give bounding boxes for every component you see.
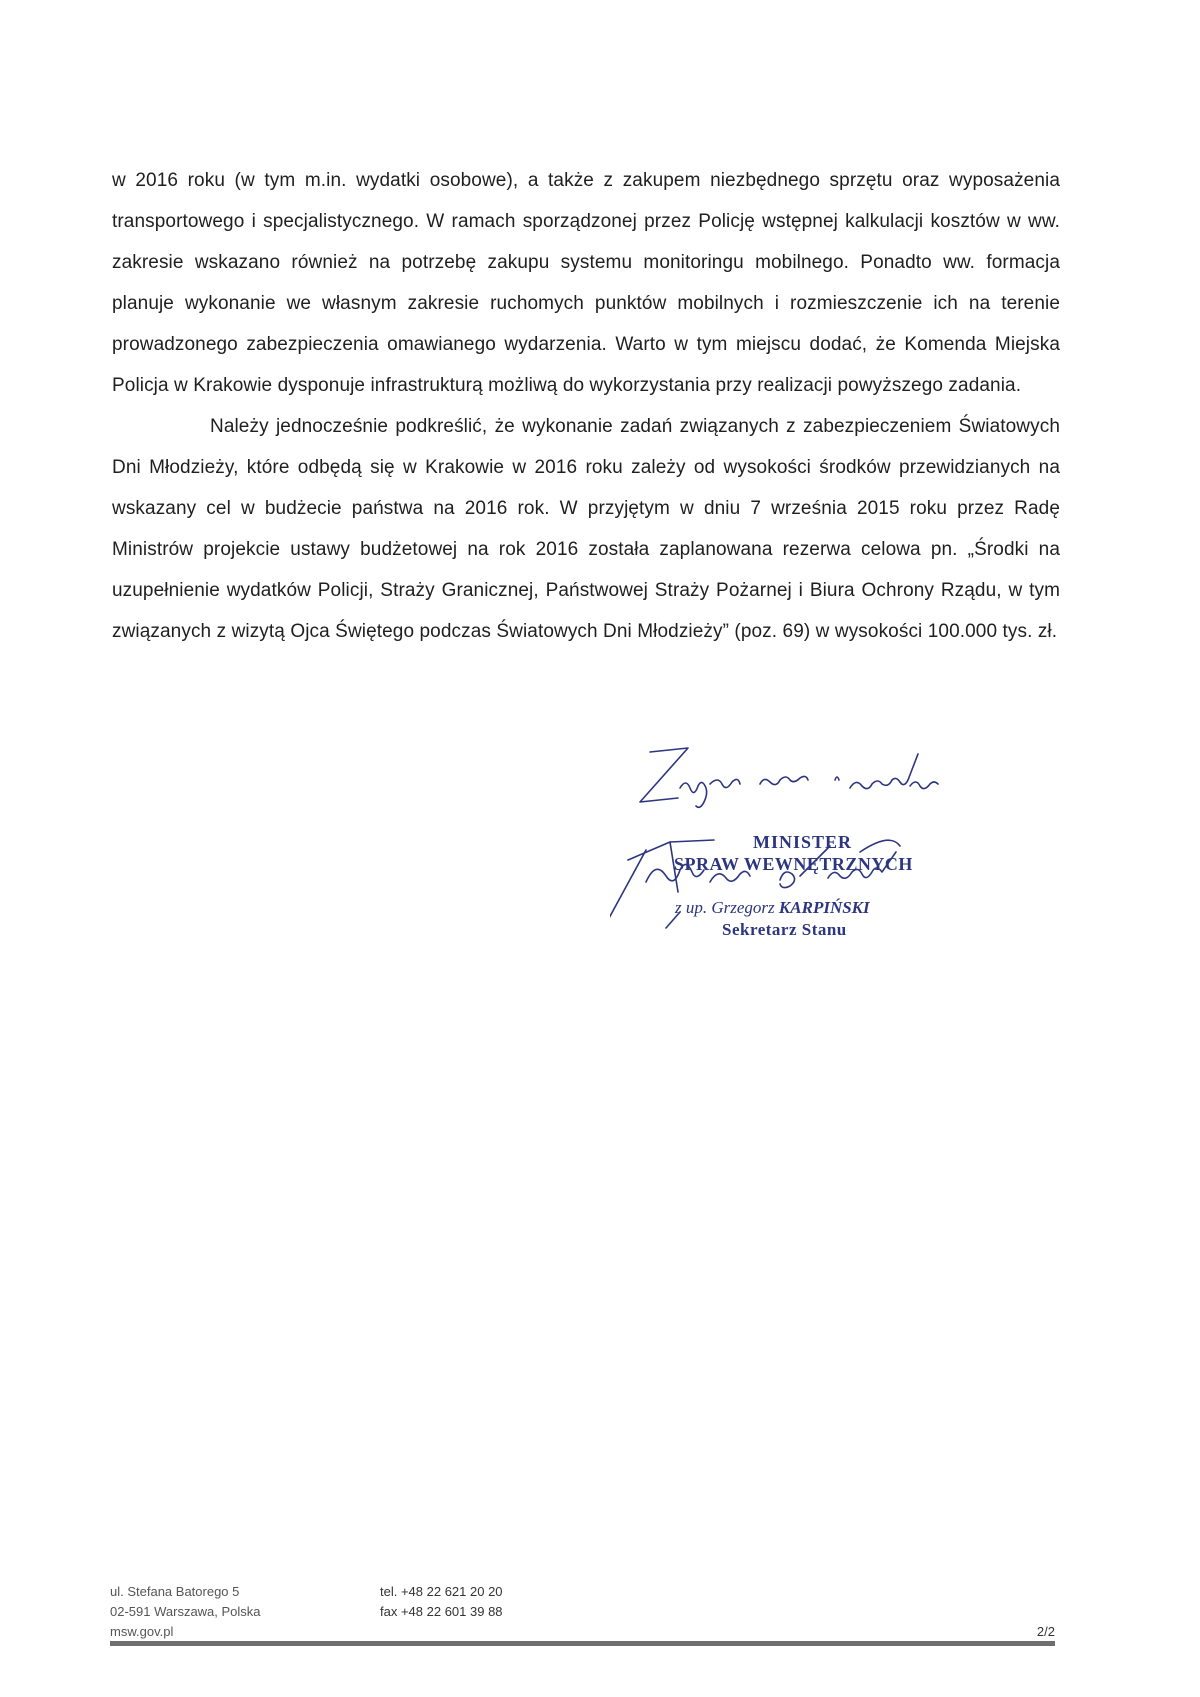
page-number: 2/2	[1036, 1624, 1055, 1639]
stamp-position: Sekretarz Stanu	[722, 920, 847, 939]
footer-contact	[380, 1582, 503, 1622]
stamp-ministry: SPRAW WEWNĘTRZNYCH	[674, 854, 913, 874]
paragraph-continuation: w 2016 roku (w tym m.in. wydatki osobowe), a także z zakupem niezbędnego sprzętu oraz wyposażenia transportowego i specjalistycznego. W ramach sporządzonej przez Policję wstępnej kalkulacji kosztów w ww. zakresie wskazano również na potrzebę zakupu systemu monitoringu mobilnego. Ponadto ww. formacja planuje wykonanie we własnym zakresie ruchomych punktów mobilnych i rozmieszczenie ich na terenie prowadzonego zabezpieczenia omawianego wydarzenia. Warto w tym miejscu dodać, że Komenda Miejska Policja w Krakowie dysponuje infrastrukturą możliwą do wykorzystania przy realizacji powyższego zadania.	[112, 170, 1060, 396]
paragraph-budget: Należy jednocześnie podkreślić, że wykonanie zadań związanych z zabezpieczeniem Światowych Dni Młodzieży, które odbędą się w Krakowie w 2016 roku zależy od wysokości środków przewidzianych na wskazany cel w budżecie państwa na 2016 rok. W przyjętym w dniu 7 września 2015 roku przez Radę Ministrów projekcie ustawy budżetowej na rok 2016 została zaplanowana rezerwa celowa pn. „Środki na uzupełnienie wydatków Policji, Straży Granicznej, Państwowej Straży Pożarnej i Biura Ochrony Rządu, w tym związanych z wizytą Ojca Świętego podczas Światowych Dni Młodzieży” (poz. 69) w wysokości 100.000 tys. zł.	[112, 416, 1060, 642]
footer-fax: fax +48 22 601 39 88	[380, 1604, 503, 1619]
footer-street: ul. Stefana Batorego 5	[110, 1584, 240, 1599]
footer-website: msw.gov.pl	[110, 1624, 174, 1639]
letter-body	[112, 160, 1060, 652]
handwritten-closing-signature	[610, 740, 1010, 830]
footer-address	[110, 1582, 261, 1642]
minister-stamp	[610, 832, 990, 942]
stamp-up-prefix: z up.	[675, 898, 708, 917]
stamp-surname: KARPIŃSKI	[778, 898, 870, 917]
stamp-title: MINISTER	[753, 832, 853, 852]
stamp-first-name: Grzegorz	[711, 898, 775, 917]
footer-divider-bar	[110, 1641, 1055, 1646]
handwritten-signature	[610, 832, 990, 942]
footer-phone: tel. +48 22 621 20 20	[380, 1584, 503, 1599]
footer-city: 02-591 Warszawa, Polska	[110, 1604, 261, 1619]
